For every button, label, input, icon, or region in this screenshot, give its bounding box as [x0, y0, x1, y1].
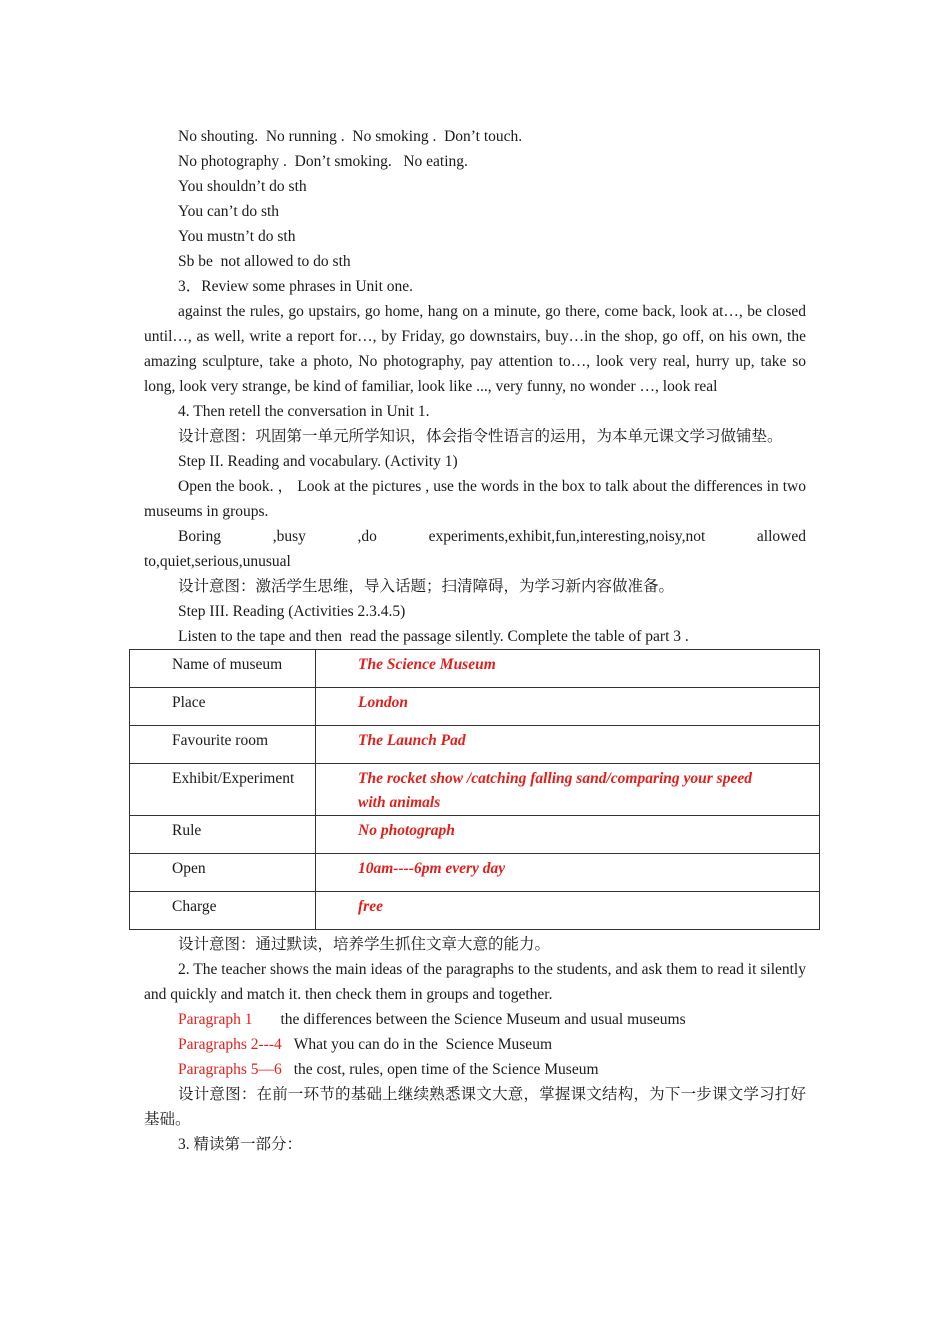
step3-instruction: Listen to the tape and then read the passage silently. Complete the table of part 3 . [178, 628, 689, 645]
task3-heading: 3. 精读第一部分： [178, 1136, 303, 1153]
match-label: Paragraph 1 [178, 1011, 253, 1028]
rules-line-2: No photography . Don’t smoking. No eating. [178, 153, 468, 170]
review-design-intent: 设计意图：巩固第一单元所学知识，体会指令性语言的运用，为本单元课文学习做铺垫。 [178, 428, 783, 445]
table-key: Exhibit/Experiment [130, 764, 316, 816]
table-value: No photograph [316, 816, 820, 854]
table-value: free [316, 892, 820, 930]
table-row [130, 764, 820, 816]
table-row [130, 650, 820, 688]
match-item-3 [144, 1057, 806, 1082]
table-value: 10am----6pm every day [316, 854, 820, 892]
table-row [130, 854, 820, 892]
table-value: The Launch Pad [316, 726, 820, 764]
rules-line-6: Sb be not allowed to do sth [178, 253, 351, 270]
match-design-intent: 设计意图：在前一环节的基础上继续熟悉课文大意，掌握课文结构，为下一步课文学习打好基础。 [144, 1086, 806, 1128]
match-item-1 [144, 1007, 806, 1032]
match-text: the differences between the Science Museum and usual museums [280, 1011, 686, 1028]
review-phrases: against the rules, go upstairs, go home, hang on a minute, go there, come back, look at…, be closed until…, as well, write a report for…, by Friday, go downstairs, buy…in the shop, go off, on his own, the amazing sculpture, take a photo, No photography, pay attention to…, look very real, hurry up, take so long, look very strange, be kind of familiar, look like ..., very funny, no wonder …, look real [144, 303, 806, 395]
table-key: Charge [130, 892, 316, 930]
table-key: Place [130, 688, 316, 726]
step2-instruction: Open the book. ， Look at the pictures , use the words in the box to talk about the differences in two museums in groups. [144, 478, 806, 520]
table-value [316, 764, 820, 816]
table-row [130, 816, 820, 854]
rules-line-4: You can’t do sth [178, 203, 280, 220]
review-retell: 4. Then retell the conversation in Unit 1. [178, 403, 430, 420]
museum-info-table [129, 649, 820, 930]
table-value: The Science Museum [316, 650, 820, 688]
match-text: What you can do in the Science Museum [293, 1036, 552, 1053]
match-label: Paragraphs 5—6 [178, 1061, 282, 1078]
rules-line-5: You mustn’t do sth [178, 228, 296, 245]
table-row [130, 688, 820, 726]
table-value: London [316, 688, 820, 726]
review-heading: 3．Review some phrases in Unit one. [178, 278, 414, 295]
table-key: Rule [130, 816, 316, 854]
match-text: the cost, rules, open time of the Science Museum [293, 1061, 599, 1078]
table-row [130, 726, 820, 764]
document-page [144, 124, 806, 1157]
table-value-text: The rocket show /catching falling sand/comparing your speed with animals [358, 770, 752, 811]
table-key: Favourite room [130, 726, 316, 764]
table-key: Name of museum [130, 650, 316, 688]
rules-line-1: No shouting. No running . No smoking . Don’t touch. [178, 128, 523, 145]
rules-line-3: You shouldn’t do sth [178, 178, 307, 195]
match-item-2 [144, 1032, 806, 1057]
match-label: Paragraphs 2---4 [178, 1036, 282, 1053]
step2-heading: Step II. Reading and vocabulary. (Activity 1) [178, 453, 458, 470]
step2-words-line-1: Boring ,busy ,do experiments,exhibit,fun,interesting,noisy,not allowed [178, 528, 806, 545]
step3-heading: Step III. Reading (Activities 2.3.4.5) [178, 603, 406, 620]
task2-instruction: 2. The teacher shows the main ideas of the paragraphs to the students, and ask them to read it silently and quickly and match it. then check them in groups and together. [144, 961, 806, 1003]
table-key: Open [130, 854, 316, 892]
step2-words-line-2: to,quiet,serious,unusual [144, 553, 291, 570]
step2-design-intent: 设计意图：激活学生思维，导入话题；扫清障碍，为学习新内容做准备。 [178, 578, 675, 595]
table-row [130, 892, 820, 930]
table-design-intent: 设计意图：通过默读，培养学生抓住文章大意的能力。 [178, 936, 551, 953]
